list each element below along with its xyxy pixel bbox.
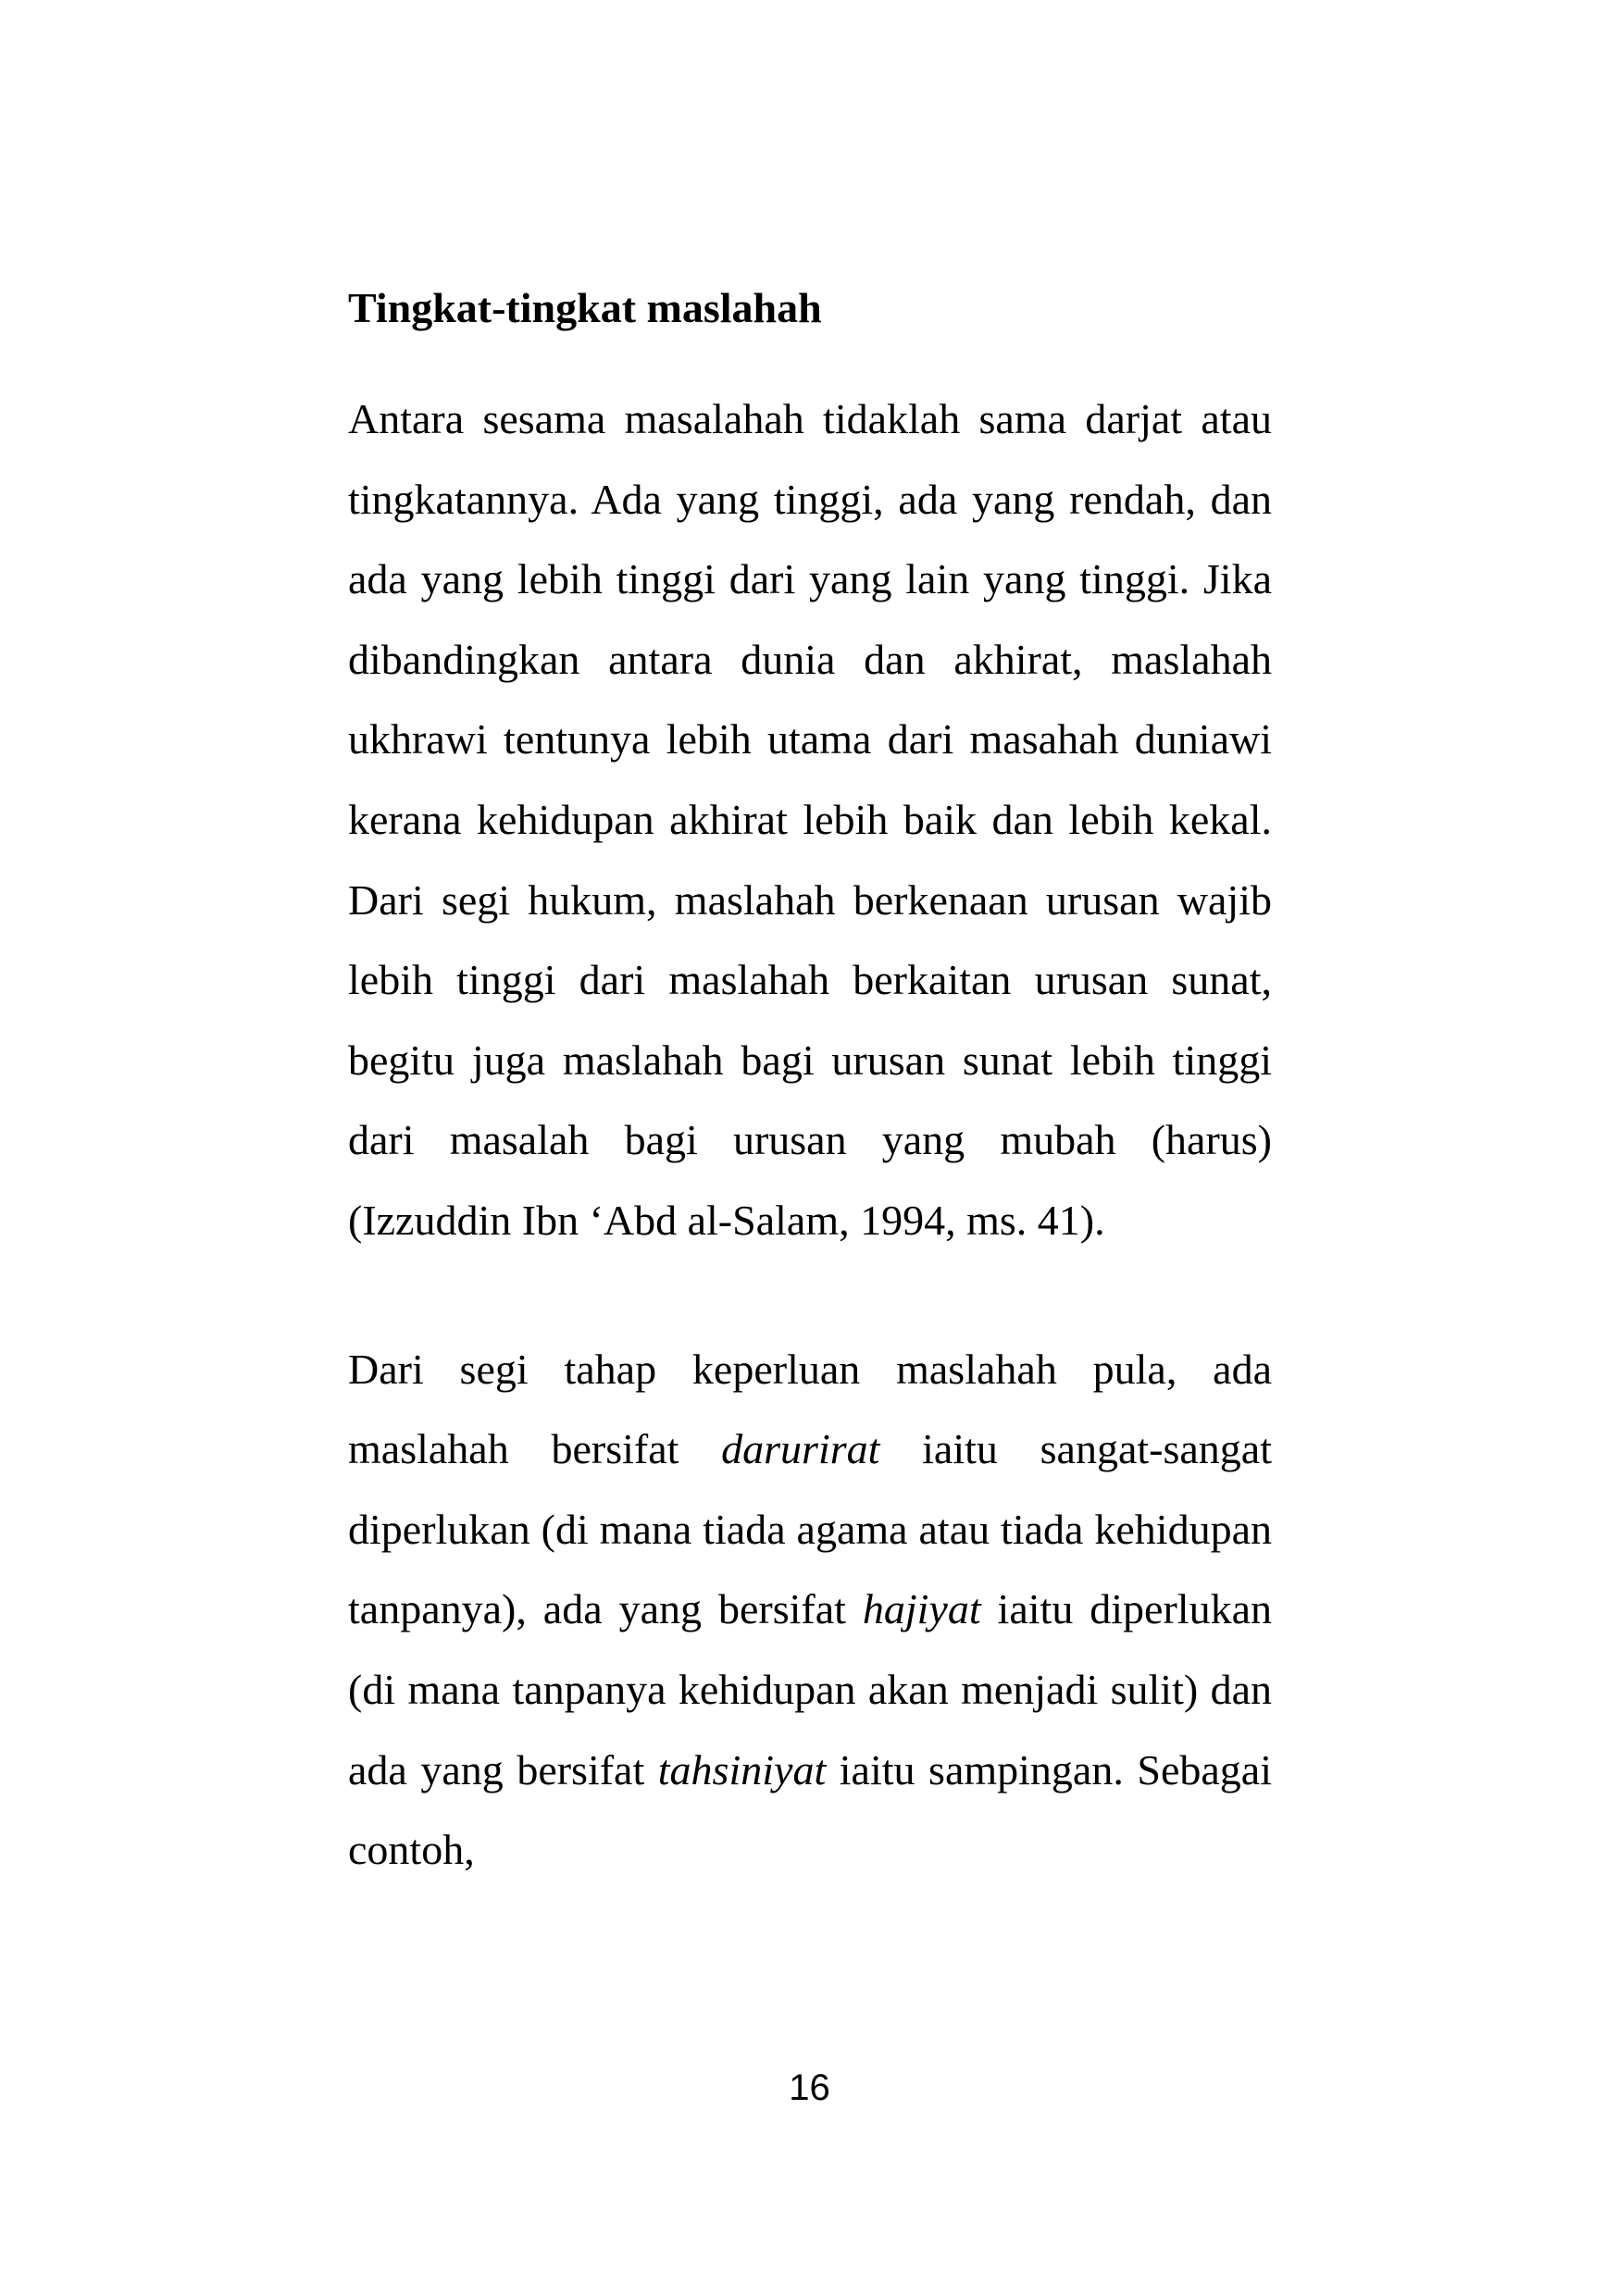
term-darurirat: darurirat xyxy=(721,1425,880,1473)
page-body xyxy=(348,268,1272,1891)
term-hajiyat: hajiyat xyxy=(862,1585,981,1633)
paragraph-2-text-1: Dari segi tahap keperluan maslahah pula, ada maslahah bersifat xyxy=(348,1345,1272,1473)
section-heading: Tingkat-tingkat maslahah xyxy=(348,284,822,331)
term-tahsiniyat: tahsiniyat xyxy=(657,1745,827,1793)
paragraph-2-text-4: iaitu sampingan. Sebagai contoh, xyxy=(348,1745,1272,1874)
paragraph-1: Antara sesama masalahah tidaklah sama darjat atau tingkatannya. Ada yang tinggi, ada yang rendah, dan ada yang lebih tinggi dari yang lain yang tinggi. Jika dibandingkan antara dunia dan akhirat, maslahah ukhrawi tentunya lebih utama dari masahah duniawi kerana kehidupan akhirat lebih baik dan lebih kekal. Dari segi hukum, maslahah berkenaan urusan wajib lebih tinggi dari maslahah berkaitan urusan sunat, begitu juga maslahah bagi urusan sunat lebih tinggi dari masalah bagi urusan yang mubah (harus) (Izzuddin Ibn ‘Abd al-Salam, 1994, ms. 41). xyxy=(348,395,1272,1244)
paragraph-2 xyxy=(348,1330,1272,1891)
page-number: 16 xyxy=(789,2067,830,2108)
paragraph-2-text-3: iaitu diperlukan (di mana tanpanya kehidupan akan menjadi sulit) dan ada yang bersifat xyxy=(348,1585,1272,1793)
paragraph-2-text-2: iaitu sangat-sangat diperlukan (di mana tiada agama atau tiada kehidupan tanpanya), ada yang bersifat xyxy=(348,1425,1272,1633)
